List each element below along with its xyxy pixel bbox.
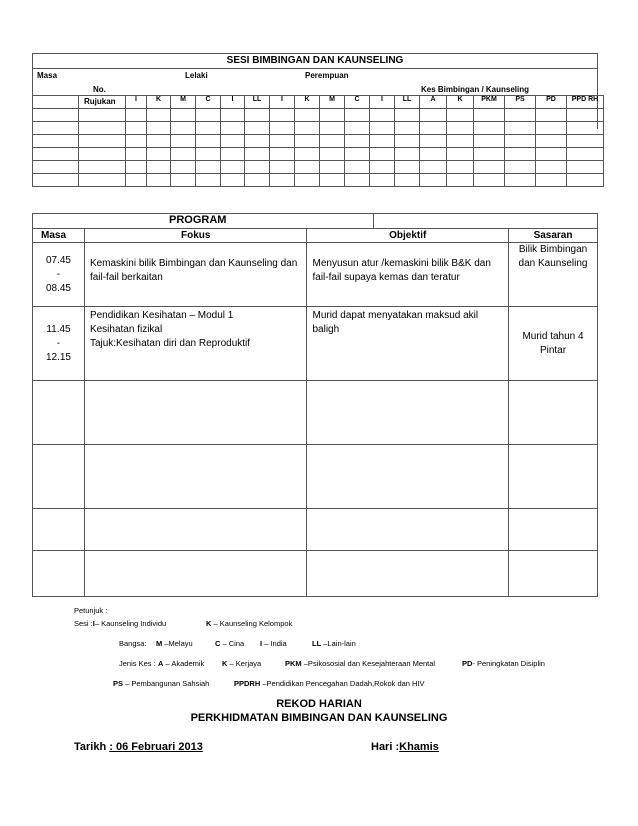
sesi-cell	[345, 109, 370, 122]
masa-cell	[33, 307, 85, 381]
sesi-cell	[147, 174, 171, 187]
sasaran-text: Murid tahun 4 Pintar	[522, 330, 584, 356]
sesi-cell	[295, 174, 320, 187]
masa-start: 07.45	[45, 254, 71, 266]
sesi-code-header: I	[126, 96, 147, 109]
masa-cell	[33, 243, 85, 307]
program-title-bar	[32, 213, 598, 228]
fokus-line: Kesihatan fizikal	[89, 324, 163, 335]
sesi-cell	[420, 148, 447, 161]
sesi-code-header: K	[447, 96, 474, 109]
sesi-cell	[420, 135, 447, 148]
sesi-cell	[567, 174, 604, 187]
sesi-cell	[420, 109, 447, 122]
sesi-cell	[420, 122, 447, 135]
sesi-cell	[320, 135, 345, 148]
perkhidmatan-title: PERKHIDMATAN BIMBINGAN DAN KAUNSELING	[190, 712, 448, 724]
sesi-cell	[147, 161, 171, 174]
sesi-cell	[474, 109, 505, 122]
bangsa-code: I	[260, 639, 263, 648]
sesi-cell	[33, 174, 79, 187]
ppdrh-text: –Pendidikan Pencegahan Dadah,Rokok dan HIV	[262, 679, 425, 688]
objektif-text: Menyusun atur /kemaskini bilik B&K dan fail-fail supaya kemas dan teratur	[312, 258, 491, 283]
sesi-cell	[536, 109, 567, 122]
sesi-cell	[295, 148, 320, 161]
sesi-row	[33, 174, 604, 187]
ps-legend	[113, 679, 209, 688]
kes-label: Kes Bimbingan / Kaunseling	[421, 85, 530, 94]
sesi-cell	[171, 174, 196, 187]
sesi-cell	[126, 109, 147, 122]
sesi-cell	[147, 109, 171, 122]
masa-label: Masa	[37, 71, 58, 80]
program-row-empty	[33, 509, 598, 551]
sesi-cell	[395, 135, 420, 148]
fokus-text: Kemaskini bilik Bimbingan dan Kaunseling dan fail-fail berkaitan	[89, 258, 298, 283]
sesi-cell	[270, 122, 295, 135]
sesi-code-header: M	[320, 96, 345, 109]
sesi-cell	[474, 148, 505, 161]
sesi-cell	[196, 161, 221, 174]
fokus-cell	[84, 243, 307, 307]
sesi-cell	[345, 174, 370, 187]
bangsa-legend	[312, 639, 356, 648]
sesi-row	[33, 161, 604, 174]
sesi-cell	[79, 161, 126, 174]
sesi-cell	[345, 135, 370, 148]
sesi-cell	[270, 109, 295, 122]
header-objektif: Objektif	[307, 229, 509, 243]
sesi-cell	[245, 122, 270, 135]
sesi-cell	[345, 161, 370, 174]
program-row	[33, 307, 598, 381]
sesi-cell	[567, 161, 604, 174]
masa-start: 11.45	[46, 323, 71, 335]
sesi-cell	[505, 161, 536, 174]
hari-line	[371, 741, 439, 753]
sesi-cell	[196, 109, 221, 122]
sesi-cell	[33, 161, 79, 174]
sesi-cell	[447, 174, 474, 187]
sesi-cell	[245, 135, 270, 148]
objektif-text: Murid dapat menyatakan maksud akil baligh	[312, 310, 479, 335]
sesi-cell	[395, 148, 420, 161]
sesi-cell	[395, 174, 420, 187]
sesi-code-header: LL	[395, 96, 420, 109]
sesi-cell	[171, 135, 196, 148]
ppdrh-legend	[234, 679, 425, 688]
sesi-code-header: PKM	[474, 96, 505, 109]
sesi-code-cell	[79, 96, 126, 109]
sesi-row	[33, 135, 604, 148]
sesi-title-bar	[32, 53, 598, 69]
sesi-cell	[505, 174, 536, 187]
sesi-cell	[395, 109, 420, 122]
objektif-cell	[307, 243, 509, 307]
sesi-cell	[474, 135, 505, 148]
sesi-cell	[505, 135, 536, 148]
jenis-text: – Akademik	[165, 659, 205, 668]
sesi-code-header: K	[295, 96, 320, 109]
sesi-cell	[320, 174, 345, 187]
sesi-cell	[171, 161, 196, 174]
sesi-cell	[447, 122, 474, 135]
sesi-cell	[270, 148, 295, 161]
program-row-empty	[33, 381, 598, 445]
bangsa-code: M	[156, 639, 163, 648]
sesi-cell	[447, 135, 474, 148]
tarikh-label: Tarikh	[74, 741, 110, 753]
jenis-legend	[158, 659, 204, 668]
header-fokus: Fokus	[84, 229, 307, 243]
bangsa-legend	[156, 639, 193, 648]
sesi-cell	[196, 122, 221, 135]
program-table	[32, 228, 598, 597]
sesi-code-header: PD	[536, 96, 567, 109]
sesi-cell	[345, 122, 370, 135]
masa-end: 08.45	[45, 282, 71, 294]
sesi-cell	[147, 135, 171, 148]
sesi-cell	[370, 148, 395, 161]
sesi-cell	[395, 161, 420, 174]
petunjuk-label: Petunjuk :	[74, 606, 108, 615]
sesi-code-header: C	[345, 96, 370, 109]
bangsa-code: LL	[312, 639, 322, 648]
sesi-cell	[370, 122, 395, 135]
bangsa-text: –Melayu	[164, 639, 193, 648]
sesi-cell	[245, 174, 270, 187]
sasaran-text: Bilik Bimbingan dan Kaunseling	[518, 244, 588, 269]
sesi-cell	[126, 135, 147, 148]
bangsa-text: –Lain-lain	[323, 639, 356, 648]
sesi-cell	[420, 174, 447, 187]
sesi-cell	[245, 148, 270, 161]
ppdrh-code: PPDRH	[234, 679, 261, 688]
sesi-legend-text: – Kaunseling Individu	[94, 619, 167, 628]
sesi-cell	[147, 148, 171, 161]
program-row	[33, 243, 598, 307]
sesi-code-header: A	[420, 96, 447, 109]
sesi-cell	[33, 135, 79, 148]
sesi-code-row	[33, 96, 604, 109]
sesi-cell	[536, 161, 567, 174]
sesi-cell	[33, 148, 79, 161]
sesi-cell	[295, 122, 320, 135]
rujukan-label-1: No.	[93, 85, 106, 94]
sesi-code-header: M	[171, 96, 196, 109]
program-title: PROGRAM	[169, 214, 227, 226]
sesi-code-cell	[33, 96, 79, 109]
sesi-cell	[196, 148, 221, 161]
tarikh-line	[74, 741, 203, 753]
sesi-cell	[147, 122, 171, 135]
sesi-cell	[126, 122, 147, 135]
sesi-cell	[474, 161, 505, 174]
sesi-cell	[245, 161, 270, 174]
jenis-legend	[222, 659, 261, 668]
sesi-cell	[370, 109, 395, 122]
lelaki-label: Lelaki	[185, 71, 208, 80]
sesi-cell	[79, 109, 126, 122]
program-row-empty	[33, 551, 598, 597]
sesi-legend	[74, 619, 166, 628]
sesi-cell	[447, 161, 474, 174]
objektif-cell	[307, 307, 509, 381]
sesi-cell	[474, 174, 505, 187]
sesi-cell	[221, 122, 245, 135]
sesi-cell	[447, 148, 474, 161]
program-header-row	[33, 229, 598, 243]
sasaran-cell	[509, 243, 598, 307]
masa-end: 12.15	[45, 351, 71, 363]
sesi-cell	[536, 174, 567, 187]
sesi-code-header: K	[147, 96, 171, 109]
fokus-line: Tajuk:Kesihatan diri dan Reproduktif	[89, 338, 251, 349]
sesi-cell	[126, 148, 147, 161]
bangsa-legend	[260, 639, 287, 648]
sesi-grid	[32, 95, 604, 187]
masa-separator: -	[56, 268, 61, 280]
sesi-cell	[567, 135, 604, 148]
hari-value: Khamis	[399, 741, 439, 753]
sesi-cell	[567, 109, 604, 122]
sesi-cell	[505, 109, 536, 122]
perempuan-label: Perempuan	[305, 71, 349, 80]
jenis-code: PKM	[285, 659, 302, 668]
sesi-cell	[295, 135, 320, 148]
bangsa-text: – India	[264, 639, 287, 648]
sesi-cell	[221, 109, 245, 122]
sesi-row	[33, 109, 604, 122]
jenis-text: – Kerjaya	[229, 659, 262, 668]
sesi-cell	[536, 148, 567, 161]
sesi-cell	[420, 161, 447, 174]
sesi-cell	[567, 122, 604, 135]
sesi-code-header: I	[370, 96, 395, 109]
program-title-divider	[373, 214, 374, 228]
sesi-cell	[320, 161, 345, 174]
sesi-cell	[270, 174, 295, 187]
sesi-cell	[79, 174, 126, 187]
sesi-cell	[447, 109, 474, 122]
bangsa-label: Bangsa:	[119, 639, 147, 648]
sesi-cell	[126, 161, 147, 174]
jenis-legend	[462, 659, 545, 668]
sesi-cell	[171, 109, 196, 122]
sesi-cell	[126, 174, 147, 187]
jenis-code: A	[158, 659, 164, 668]
program-row-empty	[33, 445, 598, 509]
sesi-cell	[270, 161, 295, 174]
bangsa-code: C	[215, 639, 221, 648]
sesi-legend-label: Sesi :	[74, 619, 93, 628]
sesi-cell	[245, 109, 270, 122]
sesi-cell	[345, 148, 370, 161]
sesi-cell	[221, 135, 245, 148]
jenis-code: PD	[462, 659, 473, 668]
sesi-cell	[79, 122, 126, 135]
sesi-cell	[536, 122, 567, 135]
sesi-row	[33, 122, 604, 135]
sesi-cell	[295, 161, 320, 174]
masa-separator: -	[56, 337, 61, 349]
sesi-cell	[221, 161, 245, 174]
sesi-code-header: PPD RH	[567, 96, 604, 109]
rekod-title: REKOD HARIAN	[276, 698, 362, 710]
jenis-legend	[285, 659, 435, 668]
ps-text: – Pembangunan Sahsiah	[125, 679, 210, 688]
sesi-cell	[320, 148, 345, 161]
sesi-cell	[395, 122, 420, 135]
sesi-cell	[33, 122, 79, 135]
sesi-legend-code: K	[206, 619, 212, 628]
fokus-cell	[84, 307, 307, 381]
sesi-code-header: I	[270, 96, 295, 109]
sesi-cell	[474, 122, 505, 135]
sesi-code-header: PS	[505, 96, 536, 109]
sesi-row	[33, 148, 604, 161]
sesi-cell	[370, 135, 395, 148]
sesi-cell	[79, 135, 126, 148]
sesi-cell	[536, 135, 567, 148]
sesi-cell	[505, 122, 536, 135]
jenis-code: K	[222, 659, 228, 668]
sesi-code-header: C	[196, 96, 221, 109]
sesi-cell	[171, 148, 196, 161]
tarikh-value: : 06 Februari 2013	[109, 741, 203, 753]
sesi-cell	[196, 135, 221, 148]
rujukan-label-2: Rujukan	[84, 97, 116, 106]
sesi-cell	[295, 109, 320, 122]
sasaran-cell	[509, 307, 598, 381]
header-sasaran: Sasaran	[509, 229, 598, 243]
sesi-cell	[171, 122, 196, 135]
jenis-text: –Psikososial dan Kesejahteraan Mental	[303, 659, 436, 668]
sesi-cell	[370, 174, 395, 187]
sesi-cell	[567, 148, 604, 161]
sesi-cell	[370, 161, 395, 174]
sesi-cell	[320, 109, 345, 122]
sesi-cell	[221, 148, 245, 161]
sesi-legend	[206, 619, 292, 628]
ps-code: PS	[113, 679, 124, 688]
bangsa-legend	[215, 639, 244, 648]
sesi-cell	[270, 135, 295, 148]
sesi-code-header: I	[221, 96, 245, 109]
sesi-cell	[505, 148, 536, 161]
fokus-line: Pendidikan Kesihatan – Modul 1	[89, 310, 234, 321]
jenis-text: - Peningkatan Disiplin	[472, 659, 545, 668]
hari-label: Hari :	[371, 741, 400, 753]
sesi-cell	[320, 122, 345, 135]
sesi-cell	[221, 174, 245, 187]
sesi-code-header: LL	[245, 96, 270, 109]
sesi-legend-code: I	[92, 619, 95, 628]
jenis-label: Jenis Kes :	[119, 659, 156, 668]
sesi-title: SESI BIMBINGAN DAN KAUNSELING	[226, 55, 404, 66]
sesi-cell	[33, 109, 79, 122]
sesi-legend-text: – Kaunseling Kelompok	[213, 619, 293, 628]
sesi-cell	[196, 174, 221, 187]
sesi-cell	[79, 148, 126, 161]
bangsa-text: – Cina	[222, 639, 245, 648]
header-masa: Masa	[33, 229, 85, 243]
